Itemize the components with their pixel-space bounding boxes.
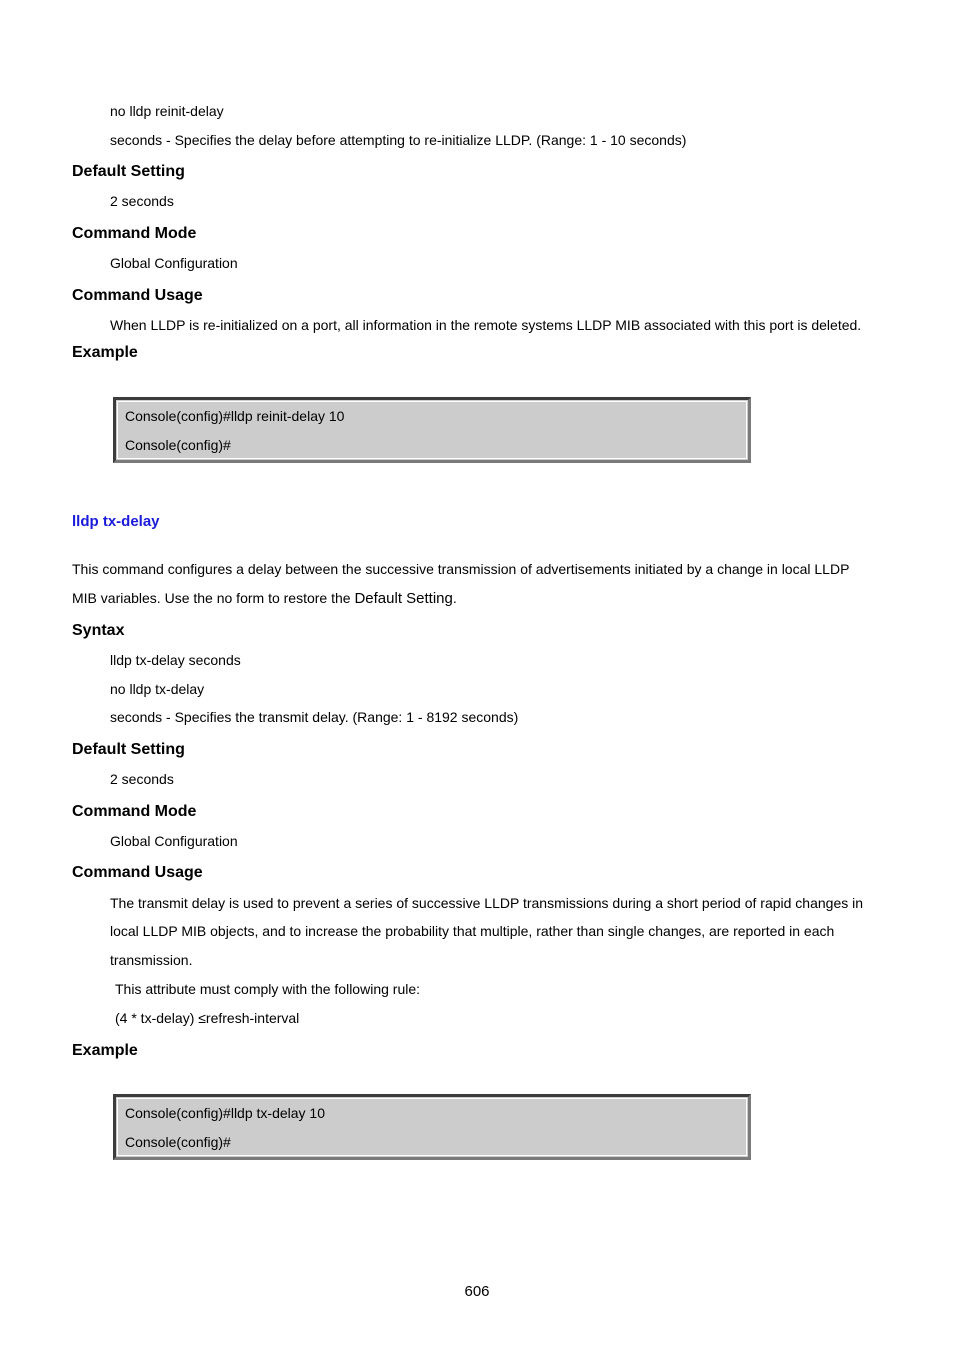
command-mode-heading: Command Mode <box>72 225 197 242</box>
syntax-line: no lldp reinit-delay <box>110 103 224 119</box>
example-heading: Example <box>72 344 138 361</box>
syntax-line: lldp tx-delay seconds <box>110 652 241 668</box>
code-line: Console(config)#lldp reinit-delay 10 <box>125 408 345 424</box>
command-usage-text: When LLDP is re-initialized on a port, all information in the remote systems LLDP MIB associated with this port is deleted. <box>110 317 862 333</box>
code-line: Console(config)#lldp tx-delay 10 <box>125 1105 325 1121</box>
command-title: lldp tx-delay <box>72 513 160 530</box>
code-line: Console(config)# <box>125 1134 231 1150</box>
default-setting-value: 2 seconds <box>110 193 174 209</box>
default-setting-value: 2 seconds <box>110 771 174 787</box>
command-mode-heading: Command Mode <box>72 803 197 820</box>
description-line: This command configures a delay between the successive transmission of advertisements initiated by a change in local LLDP <box>72 561 850 577</box>
rule-formula: (4 * tx-delay) ≤refresh-interval <box>115 1010 300 1026</box>
parameter-description: seconds - Specifies the delay before attempting to re-initialize LLDP. (Range: 1 - 10 seconds) <box>110 132 687 148</box>
default-setting-heading: Default Setting <box>72 741 185 758</box>
example-code-block <box>113 397 751 463</box>
description-text: . <box>452 590 457 606</box>
command-mode-value: Global Configuration <box>110 833 238 849</box>
command-usage-line: transmission. <box>110 952 193 968</box>
default-setting-heading: Default Setting <box>72 163 185 180</box>
code-line: Console(config)# <box>125 437 231 453</box>
command-mode-value: Global Configuration <box>110 255 238 271</box>
example-heading: Example <box>72 1042 138 1059</box>
command-usage-heading: Command Usage <box>72 864 203 881</box>
page-number: 606 <box>464 1283 490 1300</box>
command-usage-heading: Command Usage <box>72 287 203 304</box>
description-line <box>72 589 457 608</box>
parameter-description: seconds - Specifies the transmit delay. (Range: 1 - 8192 seconds) <box>110 709 519 725</box>
command-usage-line: This attribute must comply with the following rule: <box>115 981 421 997</box>
syntax-heading: Syntax <box>72 622 125 639</box>
example-code-block <box>113 1094 751 1160</box>
description-text: MIB variables. Use the no form to restore the <box>72 590 355 606</box>
command-usage-line: local LLDP MIB objects, and to increase the probability that multiple, rather than single changes, are reported in each <box>110 923 835 939</box>
syntax-line: no lldp tx-delay <box>110 681 205 697</box>
default-setting-term: Default Setting <box>354 590 453 607</box>
command-usage-line: The transmit delay is used to prevent a series of successive LLDP transmissions during a short period of rapid changes in <box>110 895 864 911</box>
